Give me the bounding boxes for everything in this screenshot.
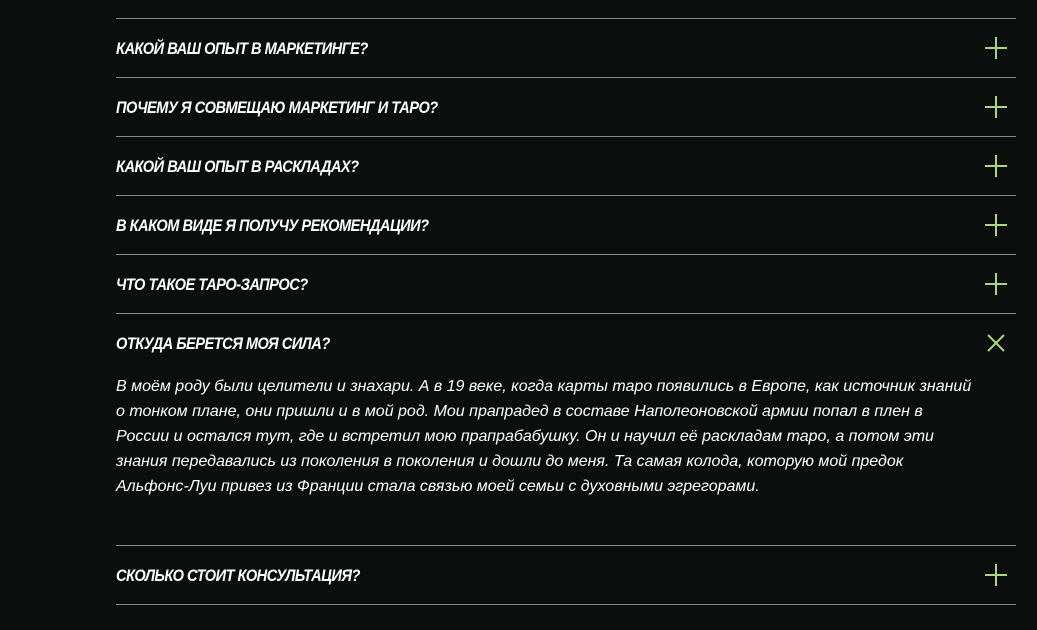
faq-toggle[interactable]: [116, 314, 1016, 372]
plus-icon[interactable]: [984, 563, 1008, 587]
faq-item-consultation-price: [116, 545, 1016, 604]
faq-question: ЧТО ТАКОЕ ТАРО-ЗАПРОС?: [116, 275, 308, 294]
close-icon[interactable]: [984, 331, 1008, 355]
faq-question: ОТКУДА БЕРЕТСЯ МОЯ СИЛА?: [116, 334, 330, 353]
plus-icon[interactable]: [984, 213, 1008, 237]
faq-item-marketing-experience: [116, 18, 1016, 77]
faq-item-tarot-request: [116, 254, 1016, 313]
faq-toggle[interactable]: [116, 78, 1016, 136]
faq-question: ПОЧЕМУ Я СОВМЕЩАЮ МАРКЕТИНГ И ТАРО?: [116, 98, 438, 117]
plus-icon[interactable]: [984, 154, 1008, 178]
faq-question: СКОЛЬКО СТОИТ КОНСУЛЬТАЦИЯ?: [116, 566, 360, 585]
plus-icon[interactable]: [984, 272, 1008, 296]
faq-question: В КАКОМ ВИДЕ Я ПОЛУЧУ РЕКОМЕНДАЦИИ?: [116, 216, 429, 235]
faq-toggle[interactable]: [116, 546, 1016, 604]
faq-toggle[interactable]: [116, 255, 1016, 313]
faq-toggle[interactable]: [116, 137, 1016, 195]
faq-toggle[interactable]: [116, 19, 1016, 77]
faq-item-source-of-power: [116, 313, 1016, 545]
faq-question: КАКОЙ ВАШ ОПЫТ В МАРКЕТИНГЕ?: [116, 39, 368, 58]
faq-item-readings-experience: [116, 136, 1016, 195]
plus-icon[interactable]: [984, 95, 1008, 119]
plus-icon[interactable]: [984, 36, 1008, 60]
faq-accordion: [116, 18, 1016, 605]
divider: [116, 604, 1016, 605]
faq-item-marketing-and-tarot: [116, 77, 1016, 136]
faq-question: КАКОЙ ВАШ ОПЫТ В РАСКЛАДАХ?: [116, 157, 359, 176]
faq-item-recommendations-format: [116, 195, 1016, 254]
faq-toggle[interactable]: [116, 196, 1016, 254]
faq-answer: В моём роду были целители и знахари. А в 19 веке, когда карты таро появились в Европе, как источник знаний о тонком плане, они пришли и в мой род. Мои прапрадед в составе Наполеоновской армии попал в плен в России и остался тут, где и встретил мою прапрабабушку. Он и научил её раскладам таро, а потом эти знания передавались из поколения в поколения и дошли до меня. Та самая колода, которую мой предок Альфонс-Луи привез из Франции стала связью моей семьи с духовными эгрегорами.: [116, 378, 972, 495]
